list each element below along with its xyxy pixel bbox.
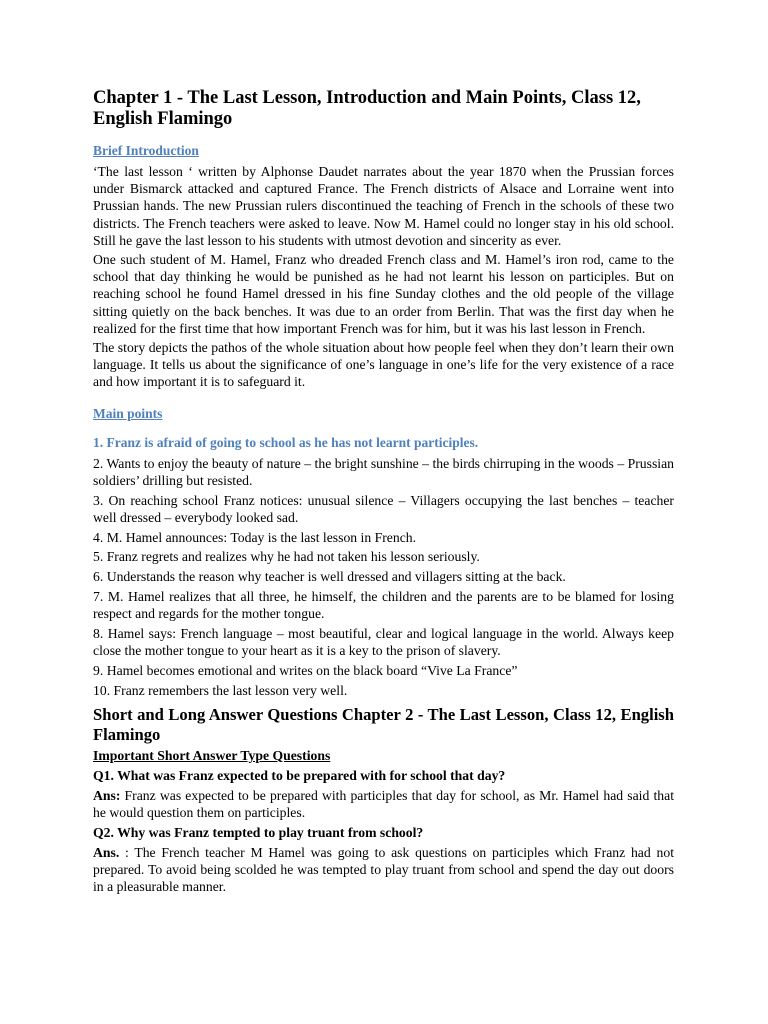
answer-text: Franz was expected to be prepared with participles that day for school, as Mr. Hamel had said that he would question them on participles.: [93, 788, 674, 821]
intro-paragraph: One such student of M. Hamel, Franz who dreaded French class and M. Hamel’s iron rod, came to the school that day thinking he would be punished as he had not learnt his lesson on participles. But on reaching school he found Hamel dressed in his fine Sunday clothes and the old people of the village sitting quietly on the back benches. It was due to an order from Berlin. That was the first day when he realized for the first time that how important French was for him, but it was his last lesson in French.: [93, 252, 674, 336]
answer-label: Ans.: [93, 844, 120, 860]
answer: [93, 844, 674, 896]
main-point-item: 7. M. Hamel realizes that all three, he himself, the children and the parents are to be blamed for losing respect and regards for the mother tongue.: [93, 589, 674, 622]
main-point-item: 1. Franz is afraid of going to school as he has not learnt participles.: [93, 434, 479, 450]
intro-paragraph: ‘The last lesson ‘ written by Alphonse Daudet narrates about the year 1870 when the Prussian forces under Bismarck attacked and captured France. The French districts of Alsace and Lorraine went into Prussian hands. The new Prussian rulers discontinued the teaching of French in the schools of these two districts. The French teachers were asked to leave. Now M. Hamel could no longer stay in his old school. Still he gave the last lesson to his students with utmost devotion and sincerity as ever.: [93, 164, 674, 248]
brief-introduction-heading[interactable]: Brief Introduction: [93, 143, 199, 158]
qa-subheading: Important Short Answer Type Questions: [93, 748, 331, 764]
main-point-item: 5. Franz regrets and realizes why he had not taken his lesson seriously.: [93, 549, 480, 565]
document-title: Chapter 1 - The Last Lesson, Introduction and Main Points, Class 12, English Flamingo: [93, 88, 641, 129]
main-point-item: 10. Franz remembers the last lesson very well.: [93, 682, 348, 698]
main-point-item: 2. Wants to enjoy the beauty of nature – the bright sunshine – the birds chirruping in the woods – Prussian soldiers’ drilling but resisted.: [93, 455, 674, 488]
answer-label: Ans:: [93, 788, 121, 804]
main-point-item: 3. On reaching school Franz notices: unusual silence – Villagers occupying the last benches – teacher well dressed – everybody looked sad.: [93, 492, 674, 525]
question: Q2. Why was Franz tempted to play truant from school?: [93, 824, 424, 840]
qa-section-title: Short and Long Answer Questions Chapter 2 - The Last Lesson, Class 12, English Flamingo: [93, 705, 674, 744]
main-points-heading[interactable]: Main points: [93, 405, 163, 421]
question: Q1. What was Franz expected to be prepared with for school that day?: [93, 768, 506, 784]
main-point-item: 9. Hamel becomes emotional and writes on the black board “Vive La France”: [93, 663, 518, 679]
answer-text: : The French teacher M Hamel was going to ask questions on participles which Franz had not prepared. To avoid being scolded he was tempted to play truant from school and spend the day out doors in a pleasurable manner.: [93, 844, 674, 895]
main-point-item: 4. M. Hamel announces: Today is the last lesson in French.: [93, 529, 417, 545]
main-point-item: 8. Hamel says: French language – most beautiful, clear and logical language in the world. Always keep close the mother tongue to your heart as it is a key to the prison of slavery.: [93, 626, 674, 659]
main-point-item: 6. Understands the reason why teacher is well dressed and villagers sitting at the back.: [93, 569, 566, 585]
intro-paragraph: The story depicts the pathos of the whole situation about how people feel when they don’t learn their own language. It tells us about the significance of one’s language in one’s life for the very existence of a race and how important it is to safeguard it.: [93, 340, 674, 390]
document-page: [93, 88, 674, 897]
answer: [93, 787, 674, 821]
